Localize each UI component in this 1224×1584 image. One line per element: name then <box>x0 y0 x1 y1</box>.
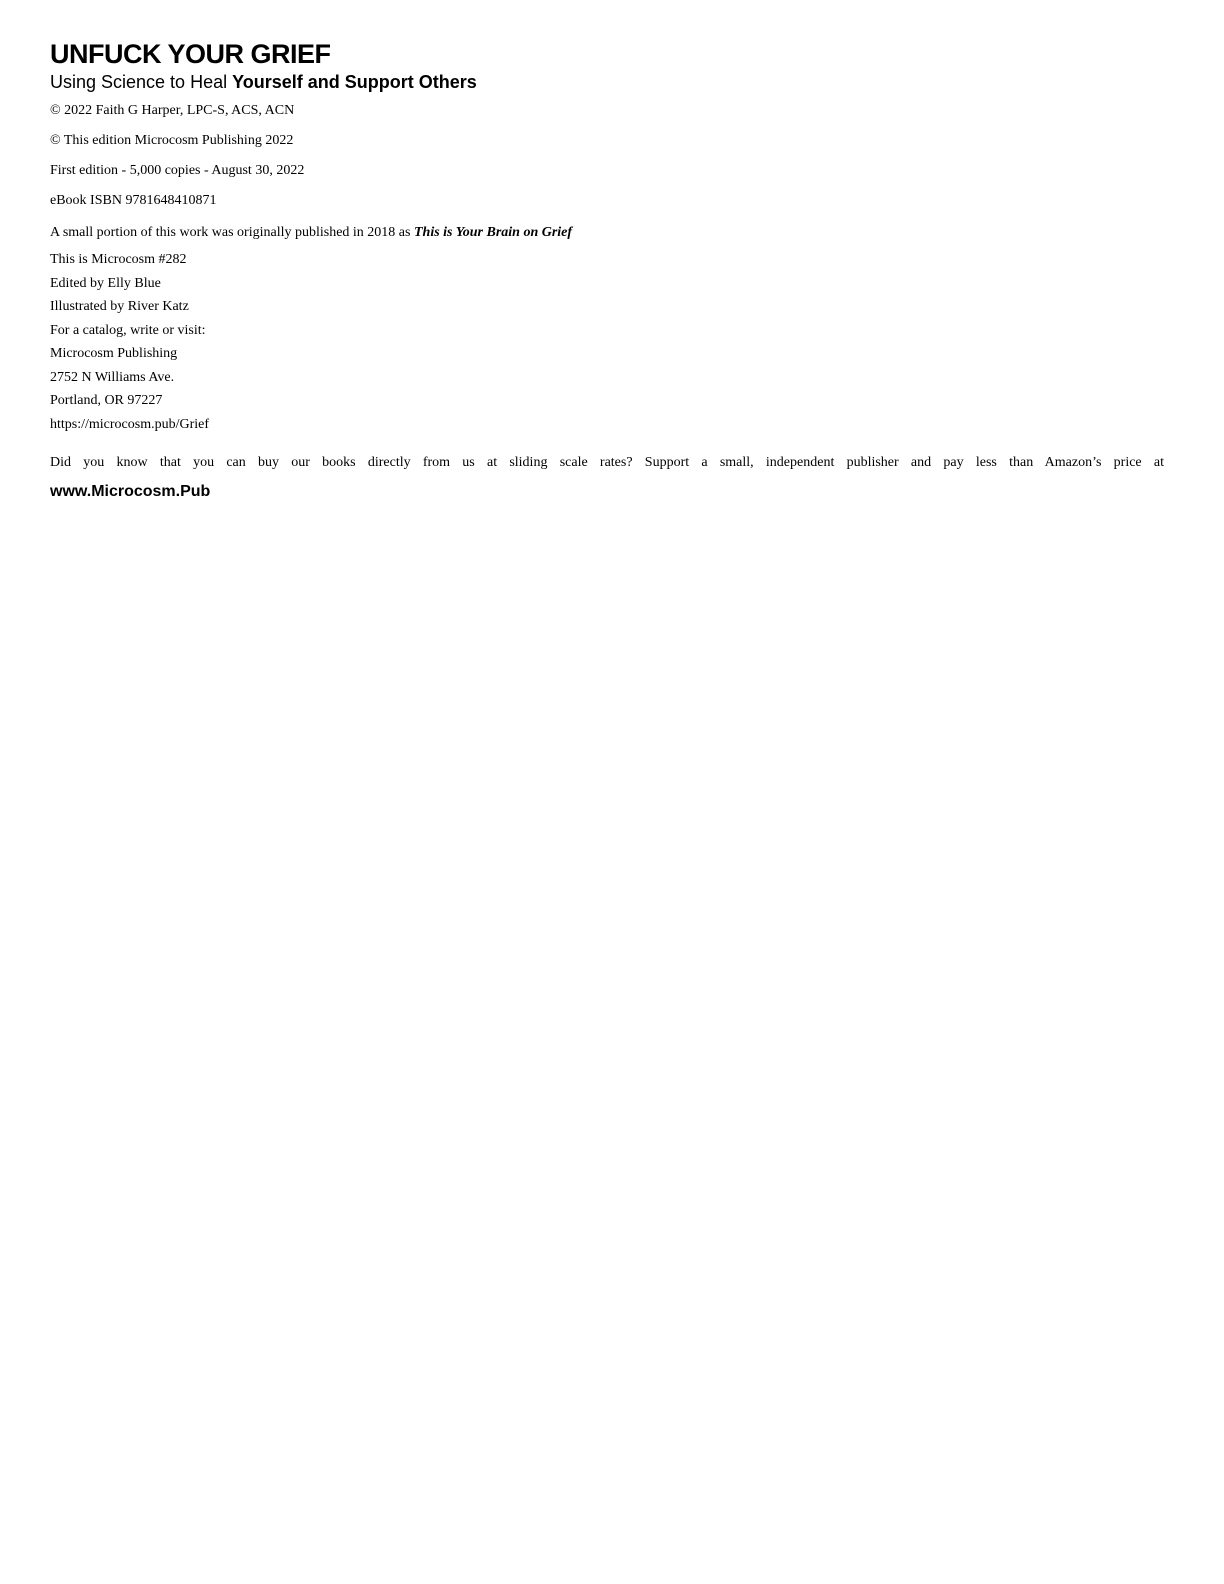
illustrator-credit: Illustrated by River Katz <box>50 299 189 314</box>
subtitle-bold: Yourself and Support Others <box>232 72 477 92</box>
portion-prefix: A small portion of this work was originally published in 2018 as <box>50 225 414 240</box>
subtitle-plain: Using Science to Heal <box>50 72 233 92</box>
copyright-page <box>50 38 1164 506</box>
book-title: UNFUCK YOUR GRIEF <box>50 39 331 69</box>
street-address: 2752 N Williams Ave. <box>50 369 175 385</box>
book-subtitle <box>50 70 1164 94</box>
microcosm-number: This is Microcosm #282 <box>50 252 187 267</box>
publisher-name: Microcosm Publishing <box>50 346 178 361</box>
original-work-title: This is Your Brain on Grief <box>413 225 573 240</box>
catalog-prompt: For a catalog, write or visit: <box>50 322 206 338</box>
microcosm-site-link[interactable]: www.Microcosm.Pub <box>50 483 211 500</box>
edition-copyright: © This edition Microcosm Publishing 2022 <box>50 133 294 148</box>
isbn-line: eBook ISBN 9781648410871 <box>50 193 217 208</box>
editor-credit: Edited by Elly Blue <box>50 275 161 291</box>
sliding-scale-promo: Did you know that you can buy our books directly from us at sliding scale rates? Support a small, independent publisher and pay less than Amazon’s price at <box>50 455 1164 470</box>
original-publication-note <box>50 218 1164 248</box>
author-copyright: © 2022 Faith G Harper, LPC-S, ACS, ACN <box>50 103 295 118</box>
first-edition-line: First edition - 5,000 copies - August 30, 2022 <box>50 163 305 178</box>
city-address: Portland, OR 97227 <box>50 393 163 408</box>
catalog-url[interactable]: https://microcosm.pub/Grief <box>50 416 210 432</box>
